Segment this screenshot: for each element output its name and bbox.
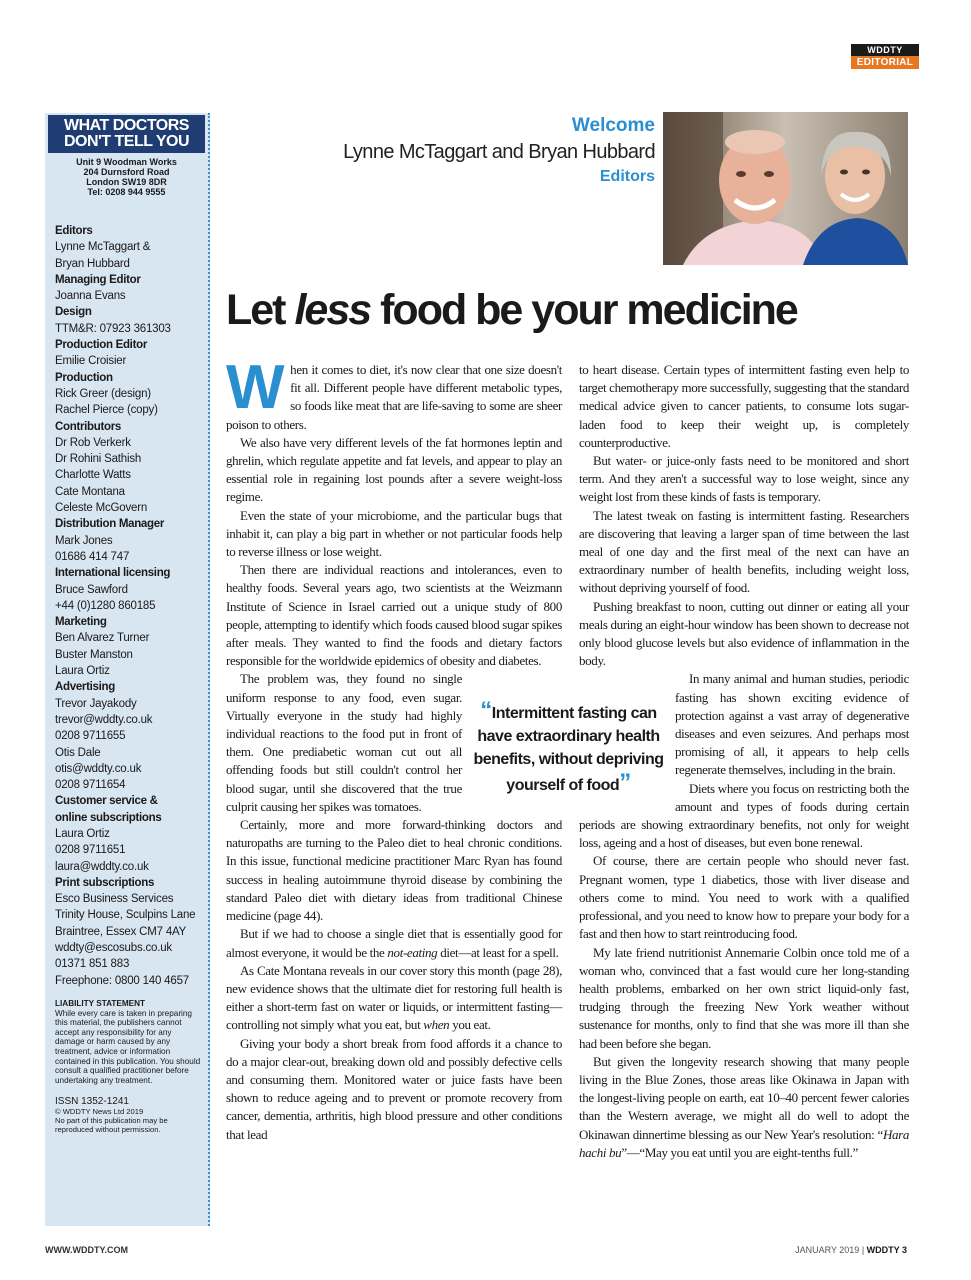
staff-name: Rick Greer (design)	[55, 387, 151, 400]
staff-name: Laura Ortiz	[55, 665, 110, 678]
badge-section: EDITORIAL	[851, 56, 919, 69]
address-phone: Tel: 0208 944 9555	[87, 187, 166, 197]
staff-name: Celeste McGovern	[55, 502, 148, 515]
article-paragraph	[579, 1053, 909, 1162]
article-paragraph	[226, 925, 562, 961]
staff-name: trevor@wddty.co.uk	[55, 713, 153, 726]
article-paragraph: Even the state of your microbiome, and the particular bugs that inhabit it, can play a big part in whether or not particular foods help to reverse illness or lose weight.	[226, 507, 562, 560]
staff-name: laura@wddty.co.uk	[55, 860, 149, 873]
headline-italic: less	[294, 286, 371, 334]
staff-role: Contributors	[55, 420, 122, 433]
staff-name: Esco Business Services	[55, 893, 174, 906]
article-paragraph	[226, 962, 562, 1035]
staff-name: Dr Rob Verkerk	[55, 436, 131, 449]
article-paragraph: Certainly, more and more forward-thinking doctors and naturopaths are turning to the Paleo diet to heal chronic conditions. In this issue, functional medicine practitioner Marc Ryan has found success in healing autoimmune thyroid disease by combining the standard Paleo diet with dietary ideas from traditional Chinese medicine (page 44).	[226, 817, 562, 924]
liability-statement	[45, 999, 208, 1085]
staff-role: Editors	[55, 225, 93, 237]
staff-name: Dr Rohini Sathish	[55, 453, 142, 466]
copyright-line: © WDDTY News Ltd 2019	[55, 1107, 144, 1117]
staff-role: online subscriptions	[55, 811, 162, 824]
staff-name: 0208 9711654	[55, 779, 126, 792]
editor-names: Lynne McTaggart and Bryan Hubbard	[343, 141, 655, 163]
emphasis-text: Hara hachi bu	[579, 1126, 909, 1160]
paragraph-text: The problem was, they found no single uniform response to any food, even sugar. Virtually everyone in the study had highly individual reactions to the food put in front of them. One prediabetic woman cut out all offending foods but still couldn't control her blood sugar, until she discovered that the true culprit causing her spikes was tomatoes.	[226, 671, 462, 814]
staff-name: 01686 414 747	[55, 550, 130, 563]
headline-part-1: Let	[226, 286, 295, 334]
section-badge	[851, 44, 919, 69]
staff-role: Marketing	[55, 616, 107, 629]
address-line: Unit 9 Woodman Works	[76, 157, 177, 167]
staff-name: Charlotte Watts	[55, 469, 131, 482]
staff-name: 0208 9711655	[55, 730, 126, 743]
footer-page-info	[795, 1245, 907, 1255]
article-paragraph: Diets where you focus on restricting both the amount and types of foods during certain periods are showing extraordinary benefits, not only for weight loss, ageing and a host of diseases, but even bone renewal.	[579, 780, 909, 851]
article-paragraph: to heart disease. Certain types of intermittent fasting even help to target chemotherapy more successfully, suggesting that the standard medical advice given to cancer patients, to consume lots sugar-laden food to keep their weight up, is completely counterproductive.	[579, 362, 909, 450]
article-paragraph	[226, 353, 562, 434]
article-paragraph: The latest tweak on fasting is intermittent fasting. Researchers are discovering that leaving a larger span of time between the last meal of one day and the first meal of the next can have an extraordinary number of health benefits, including weight loss, without depriving yourself of food.	[579, 507, 909, 596]
paragraph-text: In many animal and human studies, periodic fasting has shown exciting evidence of protection against a vast array of degenerative diseases and even seizures. And perhaps most promising of all, it appears to help cells regenerate themselves, including in the brain.	[675, 671, 909, 778]
address-line: 204 Durnsford Road	[83, 167, 170, 177]
editors-photo-illustration	[663, 112, 908, 265]
article-paragraph: But water- or juice-only fasts need to be monitored and short term. And they aren't a successful way to lose weight, since any weight lost from these kinds of fasts is temporary.	[579, 453, 909, 505]
article-paragraph: Of course, there are certain people who should never fast. Pregnant women, type 1 diabetics, those with liver disease and others come to mind. You need to work with a qualified professional, and you need to know how to prepare your body for a fast and then how to start reintroducing food.	[579, 853, 909, 942]
staff-role: Managing Editor	[55, 273, 141, 286]
open-quote-icon: “	[480, 697, 492, 724]
staff-name: Emilie Croisier	[55, 355, 127, 368]
editor-role: Editors	[599, 168, 655, 185]
staff-name: Freephone: 0800 140 4657	[55, 974, 189, 987]
staff-role: Distribution Manager	[55, 518, 165, 531]
paragraph-text: diet—at least for a spell.	[437, 944, 559, 960]
staff-name: Bryan Hubbard	[55, 257, 130, 270]
emphasis-text: when	[423, 1017, 450, 1033]
article-headline	[226, 286, 797, 335]
welcome-header	[343, 114, 655, 188]
paragraph-text: you eat.	[449, 1017, 491, 1033]
staff-name: Trevor Jayakody	[55, 697, 137, 710]
logo-line-1: WHAT DOCTORS	[64, 117, 189, 134]
paragraph-text: But if we had to choose a single diet that is essentially good for almost everyone, it would be the	[226, 926, 562, 960]
magazine-logo	[48, 115, 205, 153]
staff-name: 0208 9711651	[55, 844, 126, 857]
staff-role: Production	[55, 371, 113, 384]
editors-photo	[663, 112, 908, 265]
pull-quote-text: Intermittent fasting can have extraordinary health benefits, without depriving yourself of food	[473, 705, 664, 794]
staff-role: Customer service &	[55, 795, 158, 808]
staff-name: Buster Manston	[55, 648, 133, 661]
staff-name: Laura Ortiz	[55, 827, 110, 840]
emphasis-text: not-eating	[387, 944, 438, 960]
article-paragraph: We also have very different levels of the fat hormones leptin and ghrelin, which regulate appetite and fat levels, and appear to play an essential role in regaining lost pounds after a severe weight-loss regime.	[226, 434, 562, 505]
staff-role: Print subscriptions	[55, 876, 155, 889]
staff-role: Advertising	[55, 681, 115, 694]
staff-name: TTM&R: 07923 361303	[55, 322, 171, 335]
paragraph-text: But given the longevity research showing that many people living in the Blue Zones, those areas like Okinawa in Japan with the longest-living people on earth, eat 10–40 percent fewer calories than the Western average, we might all do well to adopt the Okinawan dinnertime blessing as our New Year's resolution: “	[579, 1053, 909, 1142]
liability-heading: LIABILITY STATEMENT	[55, 998, 146, 1008]
article-paragraph: Giving your body a short break from food affords it a chance to do a major clear-out, breaking down old and possibly defective cells and consuming them. Monitored water or juice fasts have been shown to reduce ageing and to prevent or promote recovery from cancer, dementia, arthritis, high blood pressure and other conditions that lead	[226, 1035, 562, 1142]
footer-page-number: WDDTY 3	[866, 1245, 907, 1255]
staff-name: otis@wddty.co.uk	[55, 762, 142, 775]
article-paragraph: Pushing breakfast to noon, cutting out dinner or eating all your meals during an eight-hour window has been shown to decrease not only blood glucose levels but also evidence of inflammation in the body.	[579, 598, 909, 669]
staff-name: Braintree, Essex CM7 4AY	[55, 925, 187, 938]
welcome-title: Welcome	[571, 115, 655, 136]
staff-name: Lynne McTaggart &	[55, 241, 151, 254]
masthead-sidebar	[45, 113, 210, 1226]
staff-name: Bruce Sawford	[55, 583, 128, 596]
reproduction-notice: No part of this publication may be reproduced without permission.	[55, 1116, 168, 1135]
paragraph-text: ”—“May you eat until you are eight-tenths full.”	[621, 1144, 858, 1160]
staff-role: Production Editor	[55, 339, 148, 352]
staff-list	[45, 223, 208, 989]
badge-brand: WDDTY	[851, 44, 919, 56]
footer-url: WWW.WDDTY.COM	[45, 1245, 128, 1255]
staff-name: Otis Dale	[55, 746, 101, 759]
close-quote-icon: ”	[619, 769, 631, 796]
publication-info	[45, 1096, 208, 1134]
staff-name: 01371 851 883	[55, 958, 130, 971]
drop-cap: W	[226, 353, 285, 422]
staff-name: Joanna Evans	[55, 290, 126, 303]
staff-name: Ben Alvarez Turner	[55, 632, 150, 645]
headline-part-2: food be your medicine	[370, 286, 797, 334]
office-address	[45, 157, 208, 197]
liability-text: While every care is taken in preparing this material, the publishers cannot accept any responsibility for any damage or harm caused by any treatment, advice or information contained in this publication. You should consult a qualified practitioner before undertaking any treatment.	[55, 1008, 201, 1085]
staff-name: Trinity House, Sculpins Lane	[55, 909, 196, 922]
pull-quote	[471, 699, 666, 797]
address-line: London SW19 8DR	[86, 177, 167, 187]
staff-name: +44 (0)1280 860185	[55, 599, 156, 612]
staff-name: Mark Jones	[55, 534, 113, 547]
article-paragraph: My late friend nutritionist Annemarie Colbin once told me of a woman who, convinced that a fast would cure her long-standing health problems, embarked on her own strict liquid-only fast, trudging through the freezing New York weather without sustenance for months, only to find that she was more ill than she had been before she began.	[579, 944, 909, 1051]
paragraph-text: As Cate Montana reveals in our cover story this month (page 28), new evidence shows that the ultimate diet for restoring full health is either a short-term fast on water or liquids, or intermittent fasting—controlling not simply what you eat, but	[226, 962, 562, 1033]
staff-name: wddty@escosubs.co.uk	[55, 942, 172, 955]
paragraph-text: hen it comes to diet, it's now clear that one size doesn't fit all. Different people have different metabolic types, so foods like meat that are life-saving to some are sheer poison to others.	[226, 362, 562, 432]
staff-role: International licensing	[55, 567, 171, 580]
logo-line-2: DON'T TELL YOU	[63, 133, 190, 150]
staff-name: Cate Montana	[55, 485, 125, 498]
issn-number: ISSN 1352-1241	[55, 1096, 129, 1108]
article-paragraph: Then there are individual reactions and intolerances, even to healthy foods. Several years ago, two scientists at the Weizmann Institute of Science in Israel carried out a unique study of 800 people, attempting to identify which foods caused blood sugar spikes after meals. They wanted to find the foods and dietary factors responsible for the worldwide epidemics of obesity and diabetes.	[226, 562, 562, 669]
staff-role: Design	[55, 306, 92, 319]
staff-name: Rachel Pierce (copy)	[55, 404, 158, 417]
footer-date: JANUARY 2019 |	[795, 1245, 867, 1255]
